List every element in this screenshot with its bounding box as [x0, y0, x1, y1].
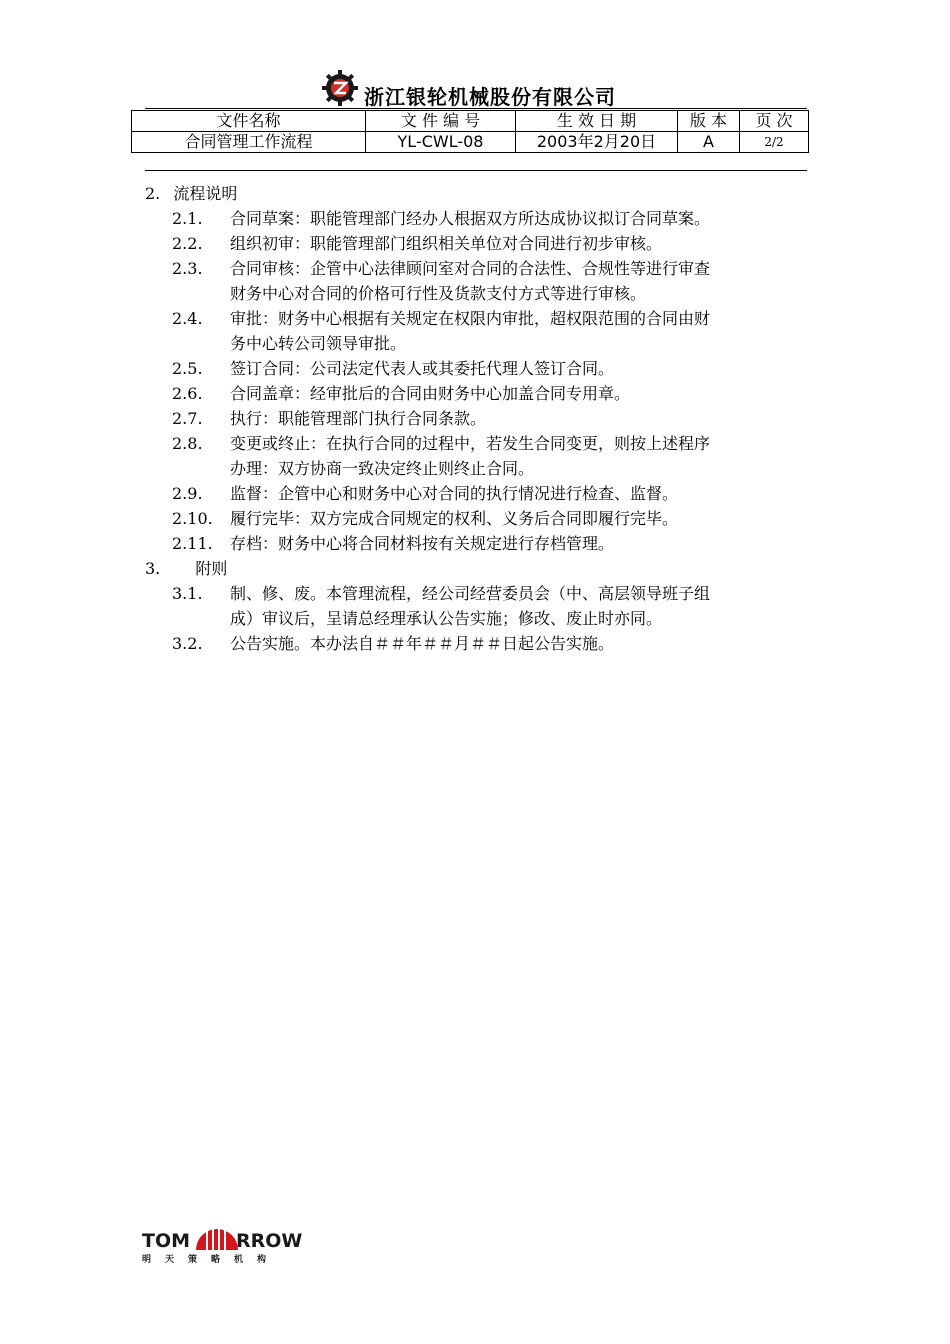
item-number: 2.8. [172, 434, 203, 453]
item-text: 公告实施。本办法自＃＃年＃＃月＃＃日起公告实施。 [230, 634, 615, 653]
item-number: 3.2. [172, 634, 203, 653]
header-bottom-rule [145, 170, 807, 171]
item-number: 3.1. [172, 584, 203, 603]
document-info-table [131, 110, 809, 153]
item-number: 2.2. [172, 234, 203, 253]
item-text: 变更或终止：在执行合同的过程中，若发生合同变更，则按上述程序 [230, 434, 711, 453]
item-text: 组织初审：职能管理部门组织相关单位对合同进行初步审核。 [230, 234, 663, 253]
footer-brand [142, 1210, 312, 1270]
section-number: 3. [145, 559, 161, 578]
section-3-heading [145, 557, 227, 581]
value-effective-date: 2003年2月20日 [516, 132, 678, 153]
item-text: 合同草案：职能管理部门经办人根据双方所达成协议拟订合同草案。 [230, 209, 711, 228]
item-number: 2.7. [172, 409, 203, 428]
value-file-number: YL-CWL-08 [366, 132, 516, 153]
section-2-heading [145, 182, 237, 206]
item-number: 2.5. [172, 359, 203, 378]
item-number: 2.6. [172, 384, 203, 403]
item-number: 2.1. [172, 209, 203, 228]
item-text: 制、修、废。本管理流程，经公司经营委员会（中、高层领导班子组 [230, 584, 711, 603]
item-number: 2.9. [172, 484, 203, 503]
section-title: 流程说明 [173, 184, 238, 203]
item-number: 2.10. [172, 509, 213, 528]
item-text: 监督：企管中心和财务中心对合同的执行情况进行检查、监督。 [230, 484, 679, 503]
brand-word-right: RROW [236, 1230, 303, 1252]
value-version: A [678, 132, 740, 153]
value-page: 2/2 [740, 132, 809, 153]
item-text-cont: 成）审议后，呈请总经理承认公告实施；修改、废止时亦同。 [230, 609, 663, 628]
item-text: 存档：财务中心将合同材料按有关规定进行存档管理。 [230, 534, 615, 553]
item-text-cont: 办理：双方协商一致决定终止则终止合同。 [230, 459, 535, 478]
section-title: 附则 [195, 559, 228, 578]
item-number: 2.3. [172, 259, 203, 278]
item-number: 2.11. [172, 534, 213, 553]
item-text-cont: 务中心转公司领导审批。 [230, 334, 407, 353]
header-page: 页 次 [740, 111, 809, 132]
info-value-row [132, 132, 809, 153]
gear-logo-icon [320, 68, 360, 108]
item-text: 合同盖章：经审批后的合同由财务中心加盖合同专用章。 [230, 384, 631, 403]
brand-subtitle: 明天策略机构 [142, 1255, 281, 1265]
header-top-rule [145, 108, 807, 109]
item-text: 审批：财务中心根据有关规定在权限内审批，超权限范围的合同由财 [230, 309, 711, 328]
header-file-number: 文 件 编 号 [366, 111, 516, 132]
header-effective-date: 生 效 日 期 [516, 111, 678, 132]
value-file-name: 合同管理工作流程 [132, 132, 366, 153]
company-banner [320, 66, 616, 110]
item-text-cont: 财务中心对合同的价格可行性及货款支付方式等进行审核。 [230, 284, 647, 303]
info-header-row [132, 111, 809, 132]
header-file-name: 文件名称 [132, 111, 366, 132]
item-number: 2.4. [172, 309, 203, 328]
header-version: 版 本 [678, 111, 740, 132]
item-text: 履行完毕：双方完成合同规定的权利、义务后合同即履行完毕。 [230, 509, 679, 528]
item-text: 签订合同：公司法定代表人或其委托代理人签订合同。 [230, 359, 615, 378]
item-text: 执行：职能管理部门执行合同条款。 [230, 409, 487, 428]
brand-word-left: TOM [142, 1230, 191, 1252]
tomorrow-logo-icon [192, 1210, 242, 1250]
section-number: 2. [145, 184, 161, 203]
item-text: 合同审核：企管中心法律顾问室对合同的合法性、合规性等进行审查 [230, 259, 711, 278]
company-name: 浙江银轮机械股份有限公司 [364, 84, 616, 109]
